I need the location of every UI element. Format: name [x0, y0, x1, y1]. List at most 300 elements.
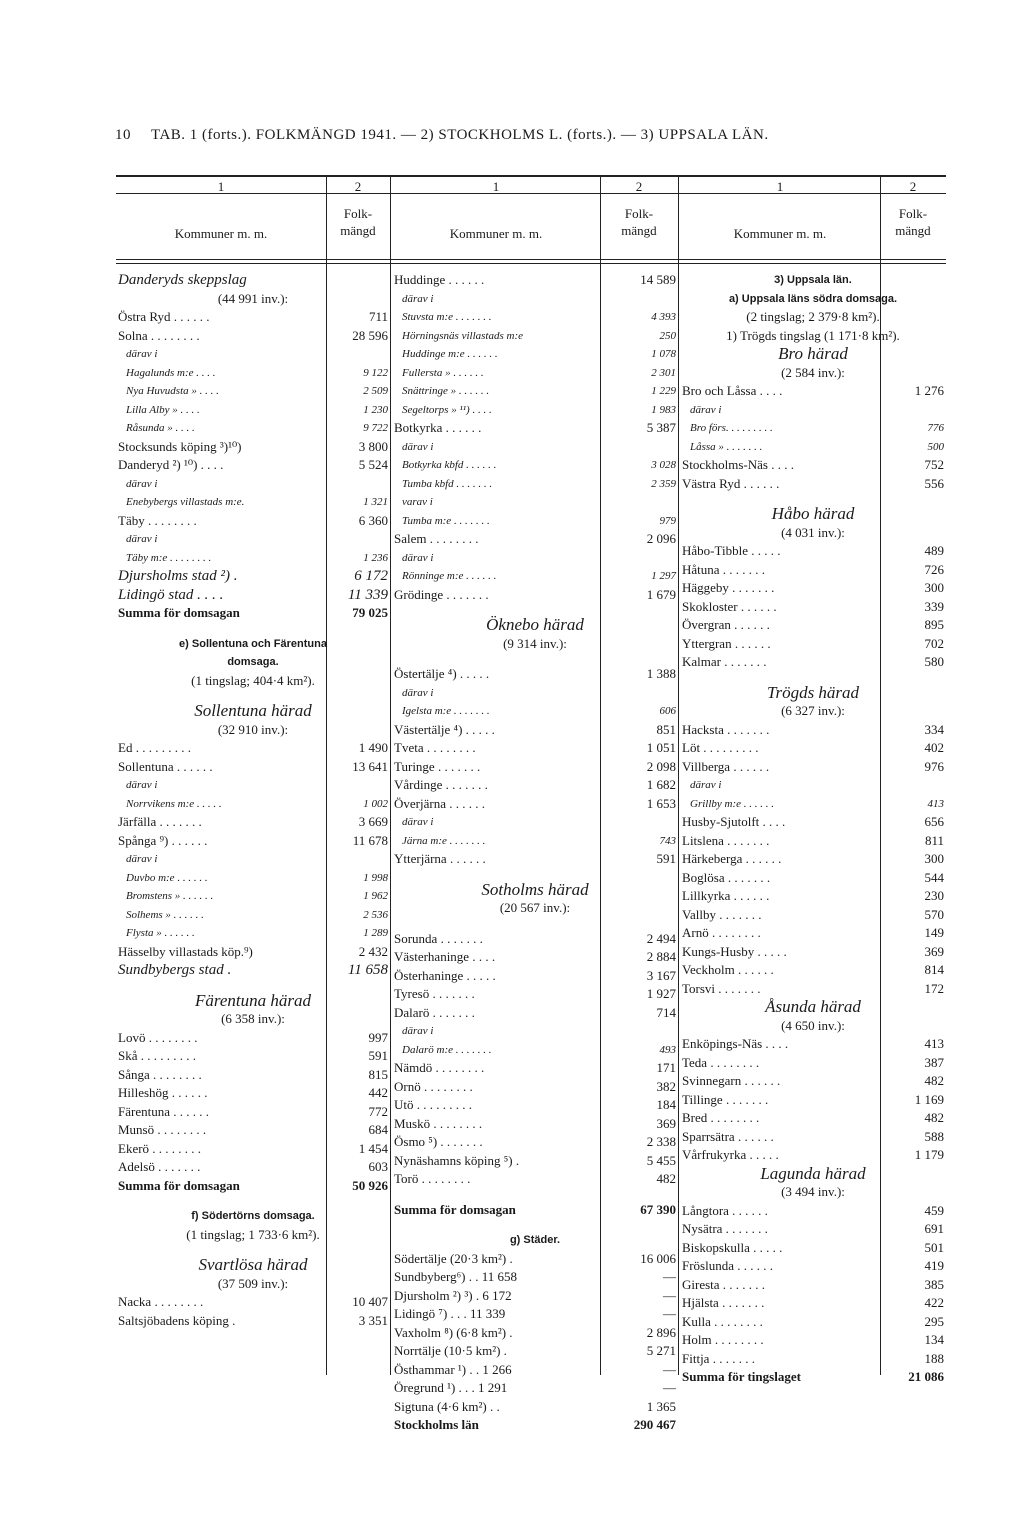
row-value: 588: [924, 1128, 944, 1144]
row-label: Lidingö stad . . . .: [118, 586, 224, 603]
row-value: 811: [924, 832, 944, 848]
row-label: Torö . . . . . . . .: [394, 1171, 471, 1186]
table-row: [682, 1109, 944, 1128]
table-row: [394, 684, 676, 703]
table-row: [118, 549, 388, 568]
row-label: Västerhaninge . . . .: [394, 949, 496, 964]
row-value: 1 297: [651, 570, 676, 582]
column-1: [118, 271, 388, 1330]
row-label: Svartlösa härad: [198, 1255, 308, 1274]
table-row: [682, 345, 944, 364]
table-row: [394, 364, 676, 383]
table-row: [682, 1257, 944, 1276]
table-row: [118, 456, 388, 475]
row-label: Sundbybergs stad .: [118, 962, 232, 978]
row-label: Stocksunds köping ³)¹⁰): [118, 438, 242, 454]
row-label: Segeltorps » ¹¹) . . . .: [402, 403, 492, 416]
row-value: 2 494: [646, 930, 676, 946]
row-value: 591: [656, 851, 676, 866]
table-row: [118, 776, 388, 795]
row-label: Råsunda » . . . .: [126, 422, 195, 434]
row-label: Igelsta m:e . . . . . . .: [402, 705, 490, 717]
row-label: Trögds härad: [766, 682, 860, 702]
row-label: Sigtuna (4·6 km²) . .: [394, 1398, 500, 1414]
row-label: Hörningsnäs villastads m:e: [402, 329, 523, 342]
table-row: [682, 290, 944, 309]
row-label: Flysta » . . . . . .: [126, 927, 195, 939]
row-value: 814: [924, 962, 944, 977]
row-label: Skokloster . . . . . .: [682, 598, 777, 614]
table-row: [394, 1305, 676, 1324]
row-label: Tumba m:e . . . . . . .: [402, 514, 490, 527]
row-label: Rönninge m:e . . . . . .: [402, 570, 497, 582]
row-label: Summa för domsagan: [118, 1177, 240, 1193]
row-label: Teda . . . . . . . .: [682, 1054, 760, 1070]
table-row: [394, 567, 676, 586]
table-row: [118, 364, 388, 383]
row-label: Ornö . . . . . . . .: [394, 1078, 473, 1094]
row-label: Bro och Låssa . . . .: [682, 383, 783, 398]
row-label: Summa för domsagan: [394, 1201, 516, 1217]
row-value: 493: [659, 1043, 676, 1056]
row-value: 2 509: [363, 385, 388, 397]
row-value: 419: [924, 1258, 944, 1273]
table-row: [682, 1091, 944, 1110]
page-title: TAB. 1 (forts.). FOLKMÄNGD 1941. — 2) STOCKHOLMS L. (forts.). — 3) UPPSALA LÄN.: [150, 127, 769, 143]
table-row: [118, 1140, 388, 1159]
row-label: därav i: [126, 779, 158, 791]
table-row: [682, 1239, 944, 1258]
row-label: Vårfrukyrka . . . . .: [682, 1147, 779, 1162]
table-row: [394, 401, 676, 420]
row-label: Låssa » . . . . . . .: [690, 440, 763, 453]
spacer: [394, 1219, 676, 1231]
table-row: [118, 758, 388, 777]
row-value: 1 653: [646, 795, 676, 811]
table-row: [682, 1202, 944, 1221]
row-value: 1 179: [914, 1147, 944, 1162]
table-row: [118, 813, 388, 832]
table-row: [682, 653, 944, 672]
row-value: 702: [924, 635, 944, 651]
row-label: Tyresö . . . . . . .: [394, 986, 475, 1001]
row-label: Bro förs. . . . . . . . .: [690, 422, 773, 434]
colnum-2: 2: [354, 179, 362, 194]
row-label: (20 567 inv.):: [499, 900, 571, 915]
row-label: Sundbyberg⁶) . . 11 658: [394, 1269, 517, 1284]
row-label: Ekerö . . . . . . . .: [118, 1140, 202, 1156]
row-value: 3 028: [651, 459, 676, 471]
table-row: [118, 567, 388, 586]
row-label: (3 494 inv.):: [781, 1184, 845, 1199]
spacer: [394, 918, 676, 930]
table-row: [118, 308, 388, 327]
table-row: [682, 1368, 944, 1387]
row-label: Vallby . . . . . . .: [682, 906, 762, 922]
table-row: [394, 1379, 676, 1398]
row-value: 11 678: [352, 832, 388, 848]
table-row: [394, 758, 676, 777]
row-value: 726: [924, 561, 944, 577]
row-value: —: [663, 1306, 676, 1321]
row-value: 11 658: [347, 962, 388, 978]
row-label: Muskö . . . . . . . .: [394, 1115, 483, 1131]
row-value: 9 722: [363, 422, 388, 434]
row-value: 482: [924, 1110, 944, 1125]
table-row: [118, 961, 388, 980]
row-label: Östra Ryd . . . . . .: [118, 309, 210, 324]
table-row: [682, 382, 944, 401]
row-label: Färentuna härad: [194, 990, 311, 1010]
row-label: Västra Ryd . . . . . .: [682, 475, 780, 491]
row-label: Huddinge . . . . . .: [394, 272, 485, 287]
table-row: [394, 850, 676, 869]
row-label: Biskopskulla . . . . .: [682, 1239, 783, 1255]
row-label: (37 509 inv.):: [217, 1275, 289, 1291]
row-label: Österhaninge . . . . .: [394, 967, 496, 983]
row-label: Bromstens » . . . . . .: [126, 890, 214, 902]
table-row: [118, 1158, 388, 1177]
row-label: Salem . . . . . . . .: [394, 531, 479, 546]
row-label: Härkeberga . . . . . .: [682, 851, 782, 866]
row-value: 606: [659, 705, 676, 717]
table-row: [118, 327, 388, 346]
row-label: varav i: [402, 496, 433, 508]
row-value: 895: [924, 617, 944, 632]
row-label: därav i: [690, 403, 722, 416]
row-value: 387: [924, 1054, 944, 1070]
row-value: 300: [924, 580, 944, 595]
row-label: Hacksta . . . . . . .: [682, 721, 770, 737]
row-value: 5 387: [646, 420, 676, 435]
table-row: [394, 271, 676, 290]
table-row: [394, 345, 676, 364]
table-row: [394, 1059, 676, 1078]
table-row: [394, 702, 676, 721]
row-label: (32 910 inv.):: [217, 721, 289, 737]
row-value: 149: [924, 925, 944, 940]
table-row: [118, 1010, 388, 1029]
table-row: [682, 1072, 944, 1091]
table-row: [394, 1398, 676, 1417]
row-value: 1 983: [651, 403, 676, 416]
table-row: [682, 1350, 944, 1369]
row-label: Saltsjöbadens köping .: [118, 1312, 236, 1328]
row-value: 6 172: [354, 568, 388, 584]
row-value: 1 169: [914, 1091, 944, 1107]
row-value: 9 122: [363, 366, 388, 379]
row-label: (1 tingslag; 404·4 km²).: [191, 672, 315, 688]
row-value: 3 167: [646, 967, 676, 983]
table-row: [682, 438, 944, 457]
row-label: Dalarö m:e . . . . . . .: [402, 1043, 492, 1056]
table-row: [682, 1313, 944, 1332]
head-kommuner-2: Kommuner m. m.: [449, 226, 543, 241]
row-value: 500: [927, 440, 944, 453]
row-value: 3 351: [358, 1312, 388, 1328]
row-value: 580: [924, 654, 944, 669]
row-label: Grödinge . . . . . . .: [394, 586, 489, 602]
row-label: Sollentuna härad: [194, 701, 312, 720]
row-value: 134: [924, 1332, 944, 1347]
table-row: [394, 1078, 676, 1097]
row-value: —: [663, 1269, 676, 1284]
table-row: [394, 948, 676, 967]
row-value: 11 339: [347, 586, 388, 603]
row-value: 1 289: [363, 927, 388, 939]
table-row: [682, 961, 944, 980]
table-row: [118, 1121, 388, 1140]
row-label: 1) Trögds tingslag (1 171·8 km²).: [726, 327, 900, 343]
table-row: [394, 1115, 676, 1134]
row-label: Enebybergs villastads m:e.: [126, 496, 245, 508]
row-label: Torsvi . . . . . . .: [682, 980, 761, 996]
row-value: 2 884: [646, 949, 676, 964]
table-row: [394, 616, 676, 635]
table-row: [682, 308, 944, 327]
table-row: [682, 327, 944, 346]
table-row: [118, 1275, 388, 1294]
row-value: 603: [368, 1159, 388, 1174]
row-value: —: [663, 1380, 676, 1395]
row-label: 3) Uppsala län.: [774, 274, 852, 286]
row-value: 2 338: [646, 1134, 676, 1149]
table-row: [682, 635, 944, 654]
table-row: [118, 1312, 388, 1331]
row-label: Villberga . . . . . .: [682, 758, 770, 774]
row-value: 5 524: [358, 457, 388, 472]
row-value: 482: [656, 1171, 676, 1186]
colnum-5: 1: [776, 179, 784, 194]
table-row: [682, 1276, 944, 1295]
row-label: Danderyd ²) ¹⁰) . . . .: [118, 457, 224, 472]
row-label: Kalmar . . . . . . .: [682, 654, 767, 669]
table-row: [682, 1035, 944, 1054]
row-label: Häggeby . . . . . . .: [682, 580, 775, 595]
table-row: [394, 985, 676, 1004]
row-value: 21 086: [908, 1369, 944, 1384]
table-row: [394, 665, 676, 684]
row-label: Fröslunda . . . . . .: [682, 1258, 773, 1273]
row-label: Norrtälje (10·5 km²) .: [394, 1343, 507, 1358]
spacer: [118, 623, 388, 635]
row-value: 1 229: [651, 385, 676, 397]
row-label: Sollentuna . . . . . .: [118, 758, 213, 774]
row-label: därav i: [402, 440, 434, 453]
row-value: 1 454: [358, 1140, 388, 1156]
page-header: [115, 127, 945, 144]
table-row: [118, 1084, 388, 1103]
row-value: 14 589: [640, 272, 676, 287]
row-value: 1 388: [646, 666, 676, 681]
table-row: [118, 530, 388, 549]
row-value: 2 432: [358, 943, 388, 959]
row-label: Summa för tingslaget: [682, 1369, 801, 1384]
row-label: därav i: [402, 1025, 434, 1037]
table-row: [118, 419, 388, 438]
table-row: [118, 345, 388, 364]
row-label: Övergran . . . . . .: [682, 617, 770, 632]
table-row: [682, 924, 944, 943]
row-label: Boglösa . . . . . . .: [682, 869, 771, 885]
row-label: Lidingö ⁷) . . . 11 339: [394, 1306, 506, 1321]
table-row: [118, 1103, 388, 1122]
row-label: Solhems » . . . . . .: [126, 908, 204, 921]
head-folk-2-b: mängd: [621, 223, 657, 238]
row-label: Arnö . . . . . . . .: [682, 925, 761, 940]
row-value: 656: [924, 814, 944, 829]
table-row: [394, 930, 676, 949]
table-row: [118, 906, 388, 925]
row-label: Husby-Sjutolft . . . .: [682, 814, 786, 829]
head-kommuner-3: Kommuner m. m.: [733, 226, 827, 241]
table-row: [682, 475, 944, 494]
row-label: Sånga . . . . . . . .: [118, 1066, 202, 1082]
row-label: Veckholm . . . . . .: [682, 962, 774, 977]
row-label: Tveta . . . . . . . .: [394, 740, 476, 755]
row-label: Östhammar ¹) . . 1 266: [394, 1361, 512, 1377]
row-value: 482: [924, 1073, 944, 1088]
row-label: Adelsö . . . . . . .: [118, 1159, 201, 1174]
table-row: [394, 1152, 676, 1171]
row-value: 402: [924, 740, 944, 755]
table-row: [682, 850, 944, 869]
table-row: [118, 635, 388, 654]
row-label: Sorunda . . . . . . .: [394, 930, 483, 946]
row-label: Djursholm ²) ³) . 6 172: [394, 1287, 512, 1303]
row-label: Långtora . . . . . .: [682, 1202, 768, 1218]
row-label: Vaxholm ⁸) (6·8 km²) .: [394, 1324, 513, 1340]
row-label: Kungs-Husby . . . . .: [682, 943, 787, 959]
row-label: e) Sollentuna och Färentuna: [179, 637, 327, 650]
row-label: (4 031 inv.):: [781, 524, 845, 540]
column-2: [394, 271, 676, 1435]
row-label: g) Städer.: [509, 1234, 561, 1246]
divider-1b: [390, 175, 391, 1375]
row-label: Stuvsta m:e . . . . . . .: [402, 311, 492, 323]
row-value: 1 998: [363, 871, 388, 884]
head-folk-3-b: mängd: [895, 223, 931, 238]
row-label: Fittja . . . . . . .: [682, 1350, 755, 1366]
row-label: Nysätra . . . . . . .: [682, 1221, 768, 1236]
row-label: Ed . . . . . . . . .: [118, 740, 191, 755]
row-label: därav i: [126, 477, 158, 490]
row-value: 711: [368, 309, 388, 324]
row-value: 28 596: [352, 327, 388, 343]
table-row: [394, 776, 676, 795]
row-label: Håbo härad: [771, 504, 855, 523]
row-value: —: [663, 1361, 676, 1377]
row-label: Grillby m:e . . . . . .: [690, 797, 775, 810]
row-label: Vårdinge . . . . . . .: [394, 777, 488, 792]
row-label: Enköpings-Näs . . . .: [682, 1036, 789, 1051]
row-label: Utö . . . . . . . . .: [394, 1097, 472, 1112]
row-value: 16 006: [640, 1250, 676, 1266]
row-label: (9 314 inv.):: [503, 635, 567, 651]
row-value: 776: [927, 422, 944, 434]
row-label: Huddinge m:e . . . . . .: [402, 348, 498, 360]
table-row: [394, 832, 676, 851]
head-folk-1-b: mängd: [340, 223, 376, 238]
row-value: 1 962: [363, 890, 388, 902]
table-row: [394, 1004, 676, 1023]
table-row: [682, 616, 944, 635]
table-row: [682, 1146, 944, 1165]
table-row: [394, 493, 676, 512]
table-row: [394, 512, 676, 531]
table-row: [682, 906, 944, 925]
row-label: Östertälje ⁴) . . . . .: [394, 666, 490, 681]
row-label: f) Södertörns domsaga.: [191, 1210, 315, 1222]
table-row: [394, 530, 676, 549]
table-row: [682, 542, 944, 561]
table-row: [118, 869, 388, 888]
row-label: Bred . . . . . . . .: [682, 1110, 760, 1125]
table-row: [682, 579, 944, 598]
row-label: Giresta . . . . . . .: [682, 1276, 766, 1292]
row-value: 1 236: [363, 551, 388, 564]
row-value: 184: [656, 1097, 676, 1112]
row-value: 369: [656, 1115, 676, 1131]
table-row: [394, 813, 676, 832]
row-label: Nacka . . . . . . . .: [118, 1294, 204, 1309]
row-value: —: [663, 1287, 676, 1303]
table-row: [394, 1170, 676, 1189]
table-row: [394, 456, 676, 475]
row-label: Holm . . . . . . . .: [682, 1332, 764, 1347]
row-label: Lillkyrka . . . . . .: [682, 888, 770, 903]
table-row: [682, 869, 944, 888]
row-label: Svinnegarn . . . . . .: [682, 1073, 781, 1088]
row-value: 997: [368, 1029, 388, 1045]
row-value: 556: [924, 475, 944, 491]
row-label: Stockholms län: [394, 1417, 479, 1432]
table-row: [394, 1342, 676, 1361]
table-row: [682, 524, 944, 543]
row-value: 684: [368, 1122, 388, 1137]
row-label: a) Uppsala läns södra domsaga.: [728, 292, 898, 305]
row-label: Lagunda härad: [760, 1163, 866, 1183]
row-value: 1 002: [363, 797, 388, 810]
table-row: [394, 1096, 676, 1115]
table-row: [394, 899, 676, 918]
table-row: [682, 419, 944, 438]
row-label: Kulla . . . . . . . .: [682, 1313, 763, 1329]
table-row: [394, 1324, 676, 1343]
table-row: [682, 364, 944, 383]
table-row: [682, 561, 944, 580]
row-value: 691: [924, 1221, 944, 1236]
row-label: Färentuna . . . . . .: [118, 1103, 209, 1119]
table-row: [118, 795, 388, 814]
row-label: (6 327 inv.):: [781, 703, 845, 718]
row-label: Löt . . . . . . . . .: [682, 740, 759, 755]
table-row: [394, 549, 676, 568]
table-row: [394, 419, 676, 438]
row-label: Bro härad: [778, 344, 848, 363]
row-value: 591: [368, 1048, 388, 1063]
row-value: 13 641: [352, 758, 388, 774]
table-row: [394, 881, 676, 900]
row-value: 459: [924, 1202, 944, 1218]
row-value: 2 098: [646, 758, 676, 774]
spacer: [394, 653, 676, 665]
head-folk-2: [600, 205, 678, 239]
row-label: Håbo-Tibble . . . . .: [682, 543, 781, 558]
table-row: [118, 290, 388, 309]
row-label: Nya Huvudsta » . . . .: [126, 385, 219, 397]
row-value: 50 926: [352, 1177, 388, 1193]
